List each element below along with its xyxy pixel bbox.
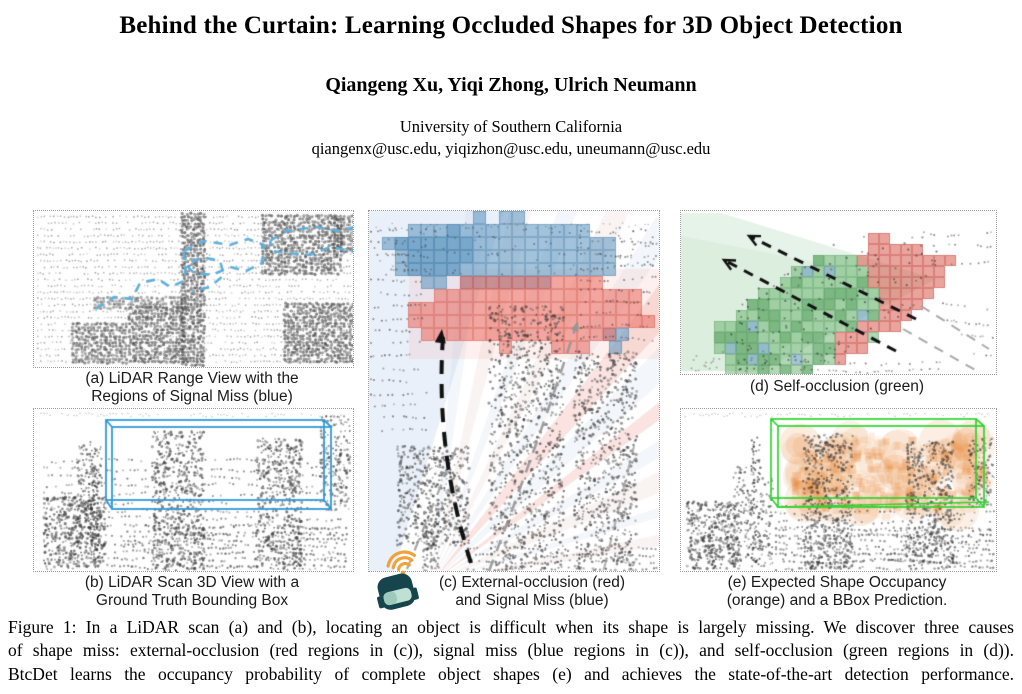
paper-affiliation: University of Southern California [399, 117, 623, 136]
panel-e-shape-occupancy [680, 408, 997, 572]
caption-line: and Signal Miss (blue) [455, 591, 609, 609]
panel-d-self-occlusion [680, 210, 997, 375]
panel-a-lidar-range-view [33, 210, 354, 368]
paper-emails: qiangenx@usc.edu, yiqizhon@usc.edu, uneumann@usc.edu [311, 139, 711, 158]
panel-d-caption [707, 378, 967, 396]
panel-c-caption [412, 574, 652, 609]
caption-line: Ground Truth Bounding Box [95, 591, 289, 609]
caption-line: (a) LiDAR Range View with the [85, 370, 299, 387]
paper-authors: Qiangeng Xu, Yiqi Zhong, Ulrich Neumann [325, 74, 697, 96]
panel-a-caption [62, 370, 322, 405]
caption-line: (d) Self-occlusion (green) [749, 378, 924, 395]
figure-caption-line: BtcDet learns the occupancy probability of complete object shapes (e) and achieves the state-of-the-art detection performance. [8, 663, 1014, 684]
caption-line: (e) Expected Shape Occupancy [727, 574, 947, 591]
panel-b-caption [62, 574, 322, 609]
panel-e-caption [707, 574, 967, 609]
figure-caption-line: Figure 1: In a LiDAR scan (a) and (b), locating an object is difficult when its shape is largely missing. We discover three causes [8, 617, 1014, 637]
caption-line: (b) LiDAR Scan 3D View with a [84, 574, 300, 591]
caption-line: Regions of Signal Miss (blue) [91, 387, 293, 405]
caption-line: (orange) and a BBox Prediction. [726, 591, 948, 609]
panel-c-external-occlusion [368, 210, 660, 572]
figure-caption [8, 616, 1014, 686]
panel-b-lidar-3d-view [33, 408, 354, 572]
figure-caption-line: of shape miss: external-occlusion (red regions in (c)), signal miss (blue regions in (c)), and self-occlusion (green regions in (d)). [8, 640, 1014, 661]
paper-title: Behind the Curtain: Learning Occluded Shapes for 3D Object Detection [119, 12, 903, 39]
caption-line: (c) External-occlusion (red) [438, 574, 626, 591]
